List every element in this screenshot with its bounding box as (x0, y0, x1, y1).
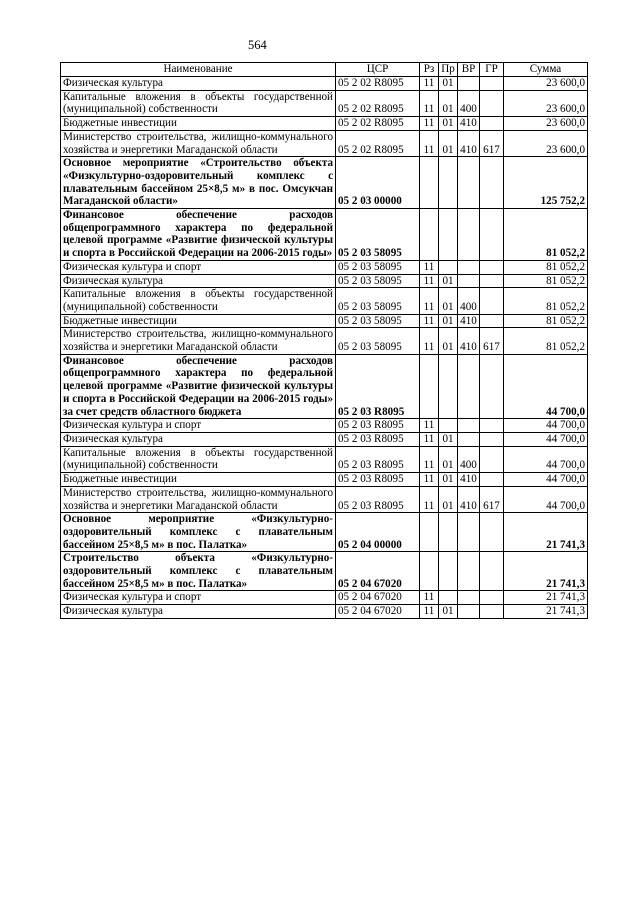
rz-cell: 11 (420, 486, 439, 512)
name-cell: Бюджетные инвестиции (61, 117, 336, 131)
sum-cell: 81 052,2 (504, 314, 588, 328)
gr-cell (480, 157, 504, 209)
sum-cell: 44 700,0 (504, 473, 588, 487)
csr-cell: 05 2 03 58095 (336, 314, 420, 328)
name-cell: Капитальные вложения в объекты государственной (муниципальной) собственности (61, 288, 336, 314)
header-rz: Рз (420, 63, 439, 77)
table-row (61, 605, 588, 619)
sum-cell: 44 700,0 (504, 446, 588, 472)
vr-cell: 410 (458, 314, 480, 328)
table-row (61, 354, 588, 419)
gr-cell (480, 605, 504, 619)
sum-cell: 21 741,3 (504, 513, 588, 552)
pr-cell: 01 (439, 605, 458, 619)
name-cell: Физическая культура (61, 77, 336, 91)
csr-cell: 05 2 02 R8095 (336, 130, 420, 156)
gr-cell: 617 (480, 130, 504, 156)
sum-cell: 81 052,2 (504, 288, 588, 314)
rz-cell (420, 552, 439, 591)
vr-cell: 410 (458, 486, 480, 512)
name-cell: Строительство объекта «Физкультурно-оздоровительный комплекс с плавательным бассейном 25×8,5 м» в пос. Палатка» (61, 552, 336, 591)
table-row (61, 77, 588, 91)
name-cell: Физическая культура (61, 605, 336, 619)
name-cell: Физическая культура и спорт (61, 419, 336, 433)
pr-cell: 01 (439, 288, 458, 314)
name-cell: Основное мероприятие «Физкультурно-оздоровительный комплекс с плавательным бассейном 25×8,5 м» в пос. Палатка» (61, 513, 336, 552)
vr-cell: 410 (458, 117, 480, 131)
table-row (61, 260, 588, 274)
rz-cell: 11 (420, 260, 439, 274)
gr-cell (480, 552, 504, 591)
csr-cell: 05 2 03 58095 (336, 274, 420, 288)
rz-cell (420, 513, 439, 552)
gr-cell (480, 77, 504, 91)
name-cell: Бюджетные инвестиции (61, 473, 336, 487)
rz-cell: 11 (420, 314, 439, 328)
vr-cell (458, 432, 480, 446)
csr-cell: 05 2 03 58095 (336, 328, 420, 354)
sum-cell: 21 741,3 (504, 605, 588, 619)
sum-cell: 81 052,2 (504, 274, 588, 288)
csr-cell: 05 2 03 58095 (336, 288, 420, 314)
name-cell: Физическая культура и спорт (61, 591, 336, 605)
csr-cell: 05 2 03 R8095 (336, 432, 420, 446)
rz-cell: 11 (420, 274, 439, 288)
gr-cell (480, 209, 504, 261)
sum-cell: 21 741,3 (504, 591, 588, 605)
table-row (61, 473, 588, 487)
gr-cell (480, 513, 504, 552)
gr-cell (480, 432, 504, 446)
rz-cell: 11 (420, 446, 439, 472)
table-row (61, 274, 588, 288)
gr-cell (480, 288, 504, 314)
gr-cell (480, 314, 504, 328)
vr-cell (458, 419, 480, 433)
vr-cell: 400 (458, 446, 480, 472)
name-cell: Финансовое обеспечение расходов общепрограммного характера по федеральной целевой программе «Развитие физической культуры и спорта в Российской Федерации на 2006-2015 годы» за счет средств областного бюджета (61, 354, 336, 419)
table-body (61, 77, 588, 619)
vr-cell (458, 274, 480, 288)
vr-cell (458, 605, 480, 619)
rz-cell: 11 (420, 90, 439, 116)
table-row (61, 288, 588, 314)
pr-cell: 01 (439, 486, 458, 512)
name-cell: Министерство строительства, жилищно-коммунального хозяйства и энергетики Магаданской области (61, 486, 336, 512)
gr-cell (480, 117, 504, 131)
csr-cell: 05 2 03 R8095 (336, 473, 420, 487)
header-sum: Сумма (504, 63, 588, 77)
csr-cell: 05 2 04 67020 (336, 605, 420, 619)
table-row (61, 157, 588, 209)
header-name: Наименование (61, 63, 336, 77)
table-row (61, 117, 588, 131)
header-vr: ВР (458, 63, 480, 77)
sum-cell: 21 741,3 (504, 552, 588, 591)
table-header-row (61, 63, 588, 77)
budget-table (60, 62, 588, 619)
csr-cell: 05 2 04 00000 (336, 513, 420, 552)
rz-cell: 11 (420, 432, 439, 446)
vr-cell (458, 209, 480, 261)
sum-cell: 44 700,0 (504, 354, 588, 419)
sum-cell: 44 700,0 (504, 432, 588, 446)
sum-cell: 81 052,2 (504, 209, 588, 261)
table-row (61, 90, 588, 116)
sum-cell: 23 600,0 (504, 117, 588, 131)
vr-cell: 410 (458, 328, 480, 354)
vr-cell: 410 (458, 473, 480, 487)
pr-cell (439, 591, 458, 605)
csr-cell: 05 2 03 R8095 (336, 354, 420, 419)
csr-cell: 05 2 03 58095 (336, 209, 420, 261)
pr-cell (439, 209, 458, 261)
rz-cell (420, 157, 439, 209)
pr-cell (439, 260, 458, 274)
csr-cell: 05 2 04 67020 (336, 552, 420, 591)
gr-cell (480, 446, 504, 472)
pr-cell (439, 157, 458, 209)
table-row (61, 328, 588, 354)
pr-cell: 01 (439, 117, 458, 131)
rz-cell: 11 (420, 288, 439, 314)
vr-cell: 400 (458, 90, 480, 116)
header-gr: ГР (480, 63, 504, 77)
rz-cell: 11 (420, 591, 439, 605)
gr-cell (480, 473, 504, 487)
table-row (61, 432, 588, 446)
pr-cell (439, 354, 458, 419)
rz-cell: 11 (420, 328, 439, 354)
name-cell: Физическая культура и спорт (61, 260, 336, 274)
table-row (61, 314, 588, 328)
name-cell: Физическая культура (61, 432, 336, 446)
vr-cell: 410 (458, 130, 480, 156)
rz-cell: 11 (420, 130, 439, 156)
pr-cell: 01 (439, 328, 458, 354)
name-cell: Капитальные вложения в объекты государственной (муниципальной) собственности (61, 90, 336, 116)
vr-cell (458, 552, 480, 591)
vr-cell (458, 77, 480, 91)
sum-cell: 23 600,0 (504, 90, 588, 116)
gr-cell: 617 (480, 486, 504, 512)
pr-cell: 01 (439, 473, 458, 487)
csr-cell: 05 2 03 R8095 (336, 419, 420, 433)
rz-cell: 11 (420, 419, 439, 433)
name-cell: Физическая культура (61, 274, 336, 288)
pr-cell: 01 (439, 77, 458, 91)
vr-cell (458, 591, 480, 605)
name-cell: Финансовое обеспечение расходов общепрограммного характера по федеральной целевой программе «Развитие физической культуры и спорта в Российской Федерации на 2006-2015 годы» (61, 209, 336, 261)
rz-cell: 11 (420, 77, 439, 91)
rz-cell (420, 354, 439, 419)
csr-cell: 05 2 03 58095 (336, 260, 420, 274)
sum-cell: 44 700,0 (504, 486, 588, 512)
pr-cell: 01 (439, 130, 458, 156)
header-csr: ЦСР (336, 63, 420, 77)
sum-cell: 81 052,2 (504, 260, 588, 274)
table-row (61, 513, 588, 552)
csr-cell: 05 2 04 67020 (336, 591, 420, 605)
gr-cell (480, 419, 504, 433)
vr-cell: 400 (458, 288, 480, 314)
pr-cell: 01 (439, 274, 458, 288)
gr-cell (480, 274, 504, 288)
table-row (61, 552, 588, 591)
sum-cell: 125 752,2 (504, 157, 588, 209)
table-row (61, 446, 588, 472)
sum-cell: 44 700,0 (504, 419, 588, 433)
gr-cell (480, 354, 504, 419)
page-number: 564 (248, 38, 267, 52)
vr-cell (458, 513, 480, 552)
vr-cell (458, 260, 480, 274)
table-row (61, 591, 588, 605)
csr-cell: 05 2 02 R8095 (336, 90, 420, 116)
table-row (61, 486, 588, 512)
pr-cell (439, 513, 458, 552)
pr-cell: 01 (439, 314, 458, 328)
table-row (61, 209, 588, 261)
csr-cell: 05 2 02 R8095 (336, 117, 420, 131)
name-cell: Капитальные вложения в объекты государственной (муниципальной) собственности (61, 446, 336, 472)
rz-cell: 11 (420, 117, 439, 131)
gr-cell (480, 260, 504, 274)
table-row (61, 419, 588, 433)
pr-cell (439, 552, 458, 591)
name-cell: Основное мероприятие «Строительство объекта «Физкультурно-оздоровительный комплекс с плавательным бассейном 25×8,5 м» в пос. Омсукчан Магаданской области» (61, 157, 336, 209)
csr-cell: 05 2 03 R8095 (336, 446, 420, 472)
gr-cell (480, 90, 504, 116)
gr-cell (480, 591, 504, 605)
name-cell: Министерство строительства, жилищно-коммунального хозяйства и энергетики Магаданской области (61, 328, 336, 354)
rz-cell: 11 (420, 473, 439, 487)
name-cell: Бюджетные инвестиции (61, 314, 336, 328)
pr-cell (439, 419, 458, 433)
name-cell: Министерство строительства, жилищно-коммунального хозяйства и энергетики Магаданской области (61, 130, 336, 156)
csr-cell: 05 2 03 R8095 (336, 486, 420, 512)
sum-cell: 23 600,0 (504, 77, 588, 91)
csr-cell: 05 2 02 R8095 (336, 77, 420, 91)
vr-cell (458, 354, 480, 419)
sum-cell: 23 600,0 (504, 130, 588, 156)
rz-cell: 11 (420, 605, 439, 619)
sum-cell: 81 052,2 (504, 328, 588, 354)
rz-cell (420, 209, 439, 261)
gr-cell: 617 (480, 328, 504, 354)
header-pr: Пр (439, 63, 458, 77)
csr-cell: 05 2 03 00000 (336, 157, 420, 209)
pr-cell: 01 (439, 446, 458, 472)
pr-cell: 01 (439, 90, 458, 116)
pr-cell: 01 (439, 432, 458, 446)
vr-cell (458, 157, 480, 209)
table-row (61, 130, 588, 156)
